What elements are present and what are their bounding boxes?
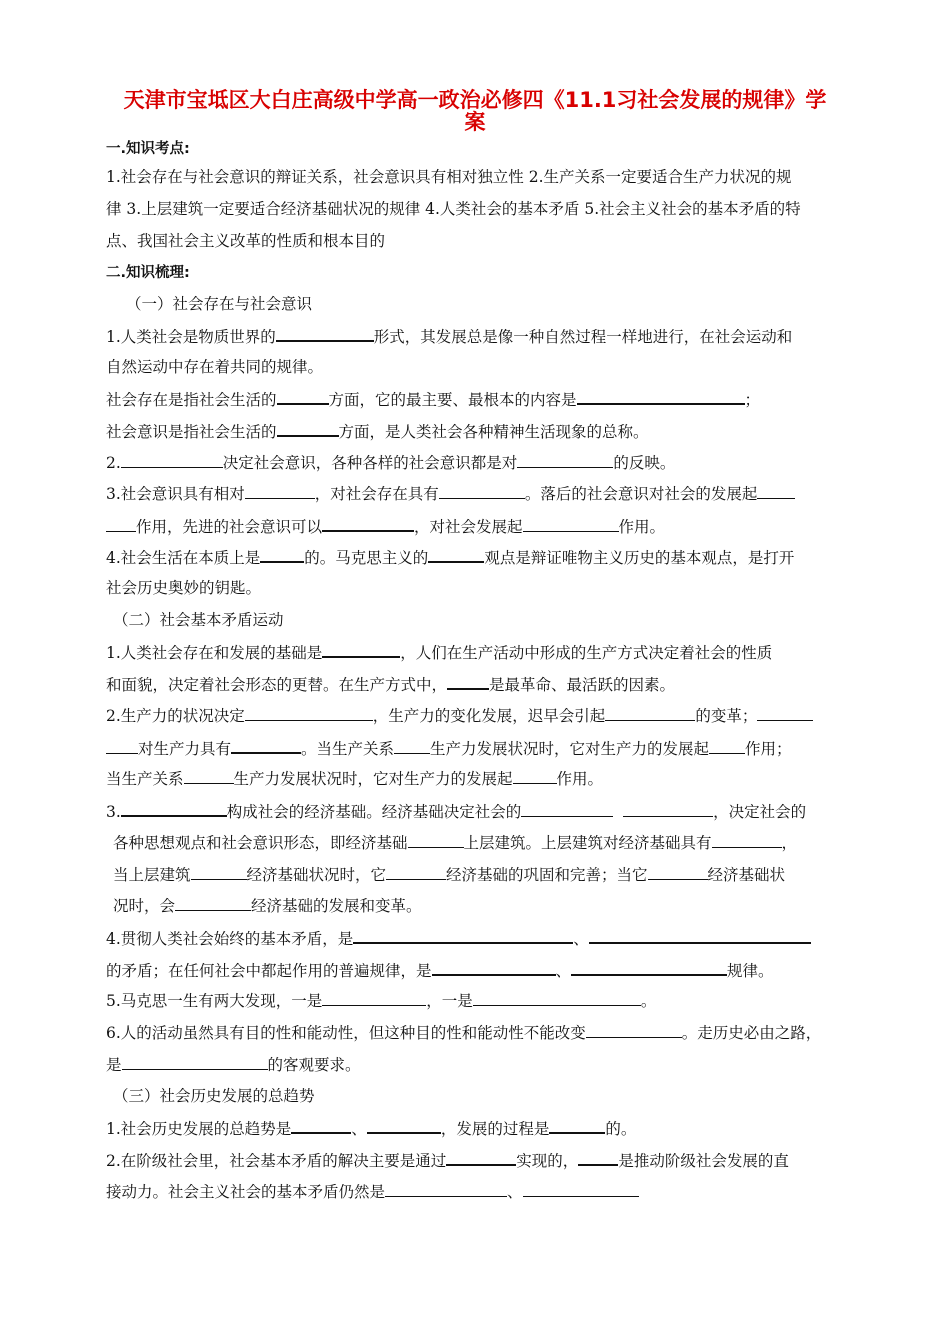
text-segment: 、 [555,962,572,980]
subsection-title-social-existence: （一）社会存在与社会意识 [126,295,313,313]
question-text [106,546,866,568]
question-text [106,1181,866,1202]
question-text [106,673,866,695]
fill-in-blank[interactable] [408,832,464,848]
fill-in-blank[interactable] [276,325,374,342]
text-segment: ，人们在生产活动中形成的生产方式决定着社会的性质 [400,644,773,662]
fill-in-blank[interactable] [709,738,745,754]
fill-in-blank[interactable] [322,990,426,1006]
fill-in-blank[interactable] [513,768,557,784]
text-segment: 4.社会生活在本质上是 [106,549,261,567]
question-text [106,420,866,442]
text-segment: 作用。 [556,770,604,788]
text-segment: 作用，先进的社会意识可以 [136,518,323,536]
text-segment: ； [744,391,761,409]
text-segment: 1.社会历史发展的总趋势是 [106,1120,292,1138]
fill-in-blank[interactable] [122,1054,268,1070]
text-segment: 的变革； [695,707,758,725]
question-text [106,990,866,1011]
question-text: 自然运动中存在着共同的规律。 [106,358,324,376]
subsection-title-general-trend: （三）社会历史发展的总趋势 [113,1087,315,1105]
text-segment: 方面，是人类社会各种精神生活现象的总称。 [338,423,649,441]
text-segment: 作用； [745,740,792,758]
fill-in-blank[interactable] [523,1181,639,1197]
question-text [106,1022,866,1043]
fill-in-blank[interactable] [432,959,556,976]
fill-in-blank[interactable] [245,705,373,721]
text-segment: 作用。 [618,518,666,536]
text-segment: 2.在阶级社会里，社会基本矛盾的解决主要是通过 [106,1152,447,1170]
fill-in-blank[interactable] [586,1022,682,1038]
text-segment: 。走历史必由之路， [681,1024,822,1042]
fill-in-blank[interactable] [757,705,813,721]
fill-in-blank[interactable] [549,1117,605,1134]
text-segment: 上层建筑。上层建筑对经济基础具有 [463,834,712,852]
text-segment: 经济基础状 [707,866,786,884]
text-segment: 的。 [605,1120,637,1138]
fill-in-blank[interactable] [106,738,138,754]
fill-in-blank[interactable] [473,990,641,1006]
fill-in-blank[interactable] [428,546,484,563]
question-text [106,515,866,537]
question-text [106,737,866,759]
document-title-line-2: 案 [464,110,486,134]
fill-in-blank[interactable] [191,864,247,880]
text-segment: 5.马克思一生有两大发现，一是 [106,992,323,1010]
fill-in-blank[interactable] [578,1149,618,1166]
fill-in-blank[interactable] [231,737,301,754]
fill-in-blank[interactable] [446,1149,516,1166]
text-segment: 的客观要求。 [267,1056,361,1074]
fill-in-blank[interactable] [577,388,745,405]
question-text [113,832,873,853]
question-text [106,388,866,410]
fill-in-blank[interactable] [121,800,227,817]
text-segment: 观点是辩证唯物主义历史的基本观点，是打开 [484,549,795,567]
document-title-line-1: 天津市宝坻区大白庄高级中学高一政治必修四《11.1习社会发展的规律》学 [123,88,827,112]
text-segment: 2.生产力的状况决定 [106,707,245,725]
text-segment: 1.人类社会存在和发展的基础是 [106,644,323,662]
text-segment: 的矛盾；在任何社会中都起作用的普遍规律，是 [106,962,432,980]
text-segment: 是推动阶级社会发展的直 [618,1152,789,1170]
text-segment: 、 [573,930,589,948]
text-segment: 实现的， [516,1152,579,1170]
text-segment: ，决定社会的 [713,803,807,821]
text-segment: 经济基础的巩固和完善；当它 [446,866,648,884]
text-segment: 是最革命、最活跃的因素。 [489,676,676,694]
text-segment: 当生产关系 [106,770,184,788]
text-segment: 、 [351,1120,367,1138]
subsection-title-basic-contradiction: （二）社会基本矛盾运动 [113,611,284,629]
text-segment: ，一是 [426,992,473,1010]
text-segment: 对生产力具有 [138,740,232,758]
text-segment: 6.人的活动虽然具有目的性和能动性，但这种目的性和能动性不能改变 [106,1024,586,1042]
text-segment: 接动力。社会主义社会的基本矛盾仍然是 [106,1183,386,1201]
fill-in-blank[interactable] [571,959,727,976]
question-text [106,768,866,789]
text-segment: 3. [106,803,121,821]
fill-in-blank[interactable] [605,705,695,721]
text-segment: 经济基础的发展和变革。 [251,897,422,915]
fill-in-blank[interactable] [589,927,811,944]
text-segment: 况时，会 [113,897,176,915]
knowledge-points-line-3: 点、我国社会主义改革的性质和根本目的 [106,232,386,250]
fill-in-blank[interactable] [277,420,339,437]
text-segment: 3.社会意识具有相对 [106,485,245,503]
question-text [106,325,866,347]
fill-in-blank[interactable] [291,1117,351,1134]
question-text [106,705,866,726]
question-text [106,959,866,981]
text-segment: ，对社会发展起 [414,518,523,536]
text-segment: ，生产力的变化发展，迟早会引起 [372,707,606,725]
text-segment: 、 [507,1183,523,1201]
text-segment: 社会意识是指社会生活的 [106,423,277,441]
fill-in-blank[interactable] [386,864,446,880]
text-segment: 构成社会的经济基础。经济基础决定社会的 [226,803,522,821]
fill-in-blank[interactable] [245,483,315,499]
question-text [106,1054,866,1075]
text-segment: 各种思想观点和社会意识形态，即经济基础 [113,834,408,852]
question-text [106,641,866,663]
text-segment: 决定社会意识，各种各样的社会意识都是对 [222,454,518,472]
fill-in-blank[interactable] [757,483,795,499]
fill-in-blank[interactable] [648,864,708,880]
text-segment: 。 [640,992,657,1010]
text-segment: ，对社会存在具有 [314,485,439,503]
text-segment: 方面，它的最主要、最根本的内容是 [328,391,577,409]
text-segment: ，发展的过程是 [440,1120,550,1138]
fill-in-blank[interactable] [277,388,329,405]
fill-in-blank[interactable] [260,546,304,563]
fill-in-blank[interactable] [322,641,400,658]
fill-in-blank[interactable] [322,515,414,532]
fill-in-blank[interactable] [385,1181,507,1197]
question-text [106,483,866,504]
text-segment: 规律。 [727,962,774,980]
question-text [106,1149,866,1171]
fill-in-blank[interactable] [523,516,619,532]
fill-in-blank[interactable] [521,801,613,817]
question-text [113,895,873,916]
text-segment: 2. [106,454,121,472]
text-segment: 经济基础状况时，它 [246,866,387,884]
knowledge-points-line-2: 律 3.上层建筑一定要适合经济基础状况的规律 4.人类社会的基本矛盾 5.社会主义社会的基本矛盾的特 [106,200,801,218]
question-text [106,800,866,822]
question-text: 社会历史奥妙的钥匙。 [106,579,262,597]
text-segment: 生产力发展状况时，它对生产力的发展起 [233,770,513,788]
text-segment: 和面貌，决定着社会形态的更替。在生产方式中， [106,676,448,694]
text-segment: 当上层建筑 [113,866,191,884]
question-text [106,452,866,473]
text-segment: 生产力发展状况时，它对生产力的发展起 [430,740,710,758]
fill-in-blank[interactable] [184,768,234,784]
fill-in-blank[interactable] [623,801,713,817]
text-segment: 的。马克思主义的 [304,549,429,567]
text-segment: 形式，其发展总是像一种自然过程一样地进行，在社会运动和 [373,328,793,346]
text-segment: 是 [106,1056,122,1074]
question-text [106,1117,866,1139]
fill-in-blank[interactable] [439,483,525,499]
section-heading-knowledge-review: 二.知识梳理: [106,265,190,281]
text-segment: ， [781,834,798,852]
text-segment: 。当生产关系 [301,740,395,758]
text-segment: 1.人类社会是物质世界的 [106,328,276,346]
section-heading-knowledge-points: 一.知识考点: [106,141,190,157]
fill-in-blank[interactable] [517,452,613,468]
fill-in-blank[interactable] [353,927,573,944]
fill-in-blank[interactable] [367,1117,441,1134]
question-text [106,927,866,949]
fill-in-blank[interactable] [121,452,223,468]
fill-in-blank[interactable] [447,673,489,690]
fill-in-blank[interactable] [394,738,430,754]
text-segment: 社会存在是指社会生活的 [106,391,277,409]
text-segment: 的反映。 [613,454,676,472]
question-text [113,864,873,885]
fill-in-blank[interactable] [175,895,251,911]
text-segment: 4.贯彻人类社会始终的基本矛盾，是 [106,930,354,948]
knowledge-points-line-1: 1.社会存在与社会意识的辩证关系，社会意识具有相对独立性 2.生产关系一定要适合生产力状况的规 [106,168,792,186]
fill-in-blank[interactable] [106,516,136,532]
fill-in-blank[interactable] [712,832,782,848]
text-segment: 。落后的社会意识对社会的发展起 [524,485,758,503]
